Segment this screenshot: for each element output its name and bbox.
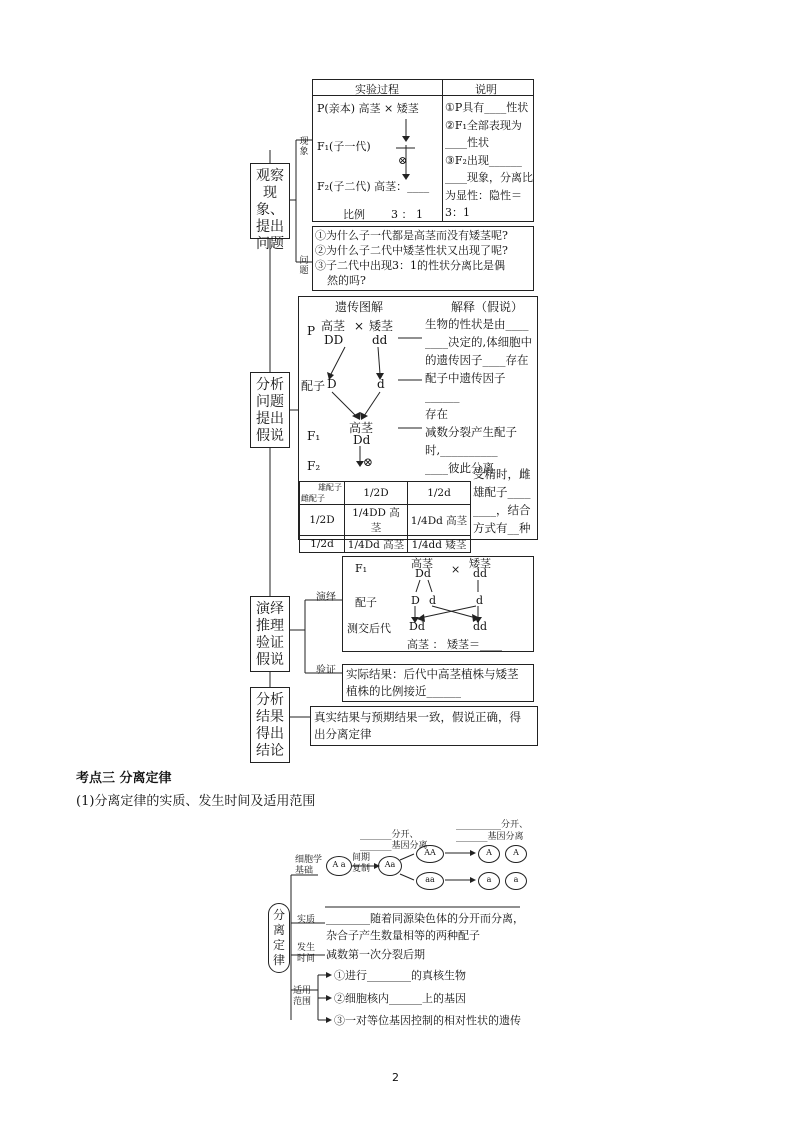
question-item: ②为什么子二代中矮茎性状又出现了呢? [315, 244, 508, 257]
center-char: 离 [272, 923, 285, 937]
step-line: 提出 [256, 219, 284, 235]
header-note: 说明 [475, 83, 497, 96]
interphase-line: 复制 [352, 864, 371, 874]
allele-a: a [340, 860, 346, 869]
note-line: ②F₁全部表现为 [445, 118, 522, 132]
branch-question-label: 问题 [299, 256, 309, 276]
testcross-box [342, 556, 534, 652]
ratio-label: 比例 [343, 208, 365, 221]
allele-a: a [486, 875, 492, 884]
ratio-value: 3 ： 1 [391, 208, 423, 221]
allele-A: A [430, 848, 436, 857]
step-line: 现象、 [256, 185, 284, 218]
daughter-cell-a2 [505, 872, 527, 890]
allele-A: A [486, 848, 492, 857]
step-analyze-hypothesis [250, 372, 290, 448]
question-item: ③子二代中出现3：1的性状分离比是偶 [315, 259, 505, 272]
step-observe-question [250, 163, 290, 252]
branch-cytology-basis [295, 855, 322, 877]
center-char: 分 [272, 908, 285, 922]
branch-line: 适用 [293, 986, 312, 996]
allele-A: A [384, 860, 391, 869]
f1-label: F₁ [307, 429, 321, 443]
experiment-header-line [313, 95, 533, 96]
scope-item-3: ③一对等位基因控制的相对性状的遗传 [334, 1014, 521, 1027]
step-line: 得出 [256, 726, 284, 742]
daughter-cell-A1 [478, 845, 500, 863]
sep-label-3: __________分开、 [456, 820, 529, 830]
explain-line: 的遗传因子____存在 [425, 353, 529, 367]
parent-genotype-dd-big: DD [324, 333, 344, 347]
tc-offspring-dd: dd [473, 620, 488, 633]
step-line: 提出 [256, 411, 284, 427]
step-line: 假说 [256, 428, 284, 444]
tc-gamete-d2: d [476, 594, 484, 607]
step-line: 结论 [256, 743, 284, 759]
section-title: 考点三 分离定律 [76, 771, 172, 786]
punnett-cell: 1/4dd 矮茎 [408, 536, 471, 553]
branch-line: 发生 [297, 943, 316, 953]
step-conclude [250, 687, 290, 763]
step-line: 分析 [256, 692, 284, 708]
explain-line: 存在 [425, 407, 448, 421]
header-diagram: 遗传图解 [335, 300, 384, 314]
branch-line: 时间 [297, 954, 316, 964]
experiment-notes [445, 99, 533, 222]
branch-line: 范围 [293, 997, 312, 1007]
f1-row: F₁(子一代) [317, 140, 371, 153]
f2-row: F₂(子二代) 高茎：____ [317, 180, 430, 193]
step-line: 观察 [256, 168, 284, 184]
allele-a: a [390, 860, 396, 869]
step-line: 问题 [256, 394, 284, 410]
scope-item-1: ①进行________的真核生物 [334, 969, 466, 982]
self-cross-symbol: ⊗ [398, 154, 408, 167]
self-cross-symbol-2: ⊗ [363, 455, 374, 469]
essence-text [326, 910, 524, 944]
branch-scope [293, 986, 311, 1008]
interphase-label [352, 853, 370, 875]
conclusion-box [310, 706, 538, 746]
fertilization-explain [473, 465, 531, 537]
punnett-row-header: 1/2d [300, 536, 345, 553]
punnett-row-header: 1/2D [300, 505, 345, 536]
branch-time [297, 943, 315, 965]
branch-essence: 实质 [297, 915, 316, 925]
conclusion-line: 真实结果与预期结果一致，假说正确，得 [314, 710, 521, 724]
cross-symbol: × [354, 319, 365, 333]
note-line: 为显性：隐性＝ [445, 188, 522, 202]
punnett-cell: 1/4Dd 高茎 [408, 505, 471, 536]
f2-label: F₂ [307, 459, 321, 473]
note-line: 3：1 [445, 206, 470, 219]
punnett-cell: 1/4Dd 高茎 [345, 536, 408, 553]
cell-before-replication [326, 856, 352, 876]
step-line: 假说 [256, 652, 284, 668]
center-char: 定 [272, 938, 285, 952]
allele-a: a [425, 875, 430, 884]
tc-short: 矮茎 [469, 557, 491, 570]
hypothesis-box [298, 296, 538, 551]
interphase-line: 间期 [352, 853, 371, 863]
punnett-col-header: 1/2D [345, 482, 408, 505]
tc-gamete-d1: d [429, 594, 437, 607]
daughter-cell-A2 [505, 845, 527, 863]
branch-deduction-label: 演绎 [316, 592, 336, 603]
allele-A: A [332, 860, 339, 869]
explain-line: 减数分裂产生配子 [425, 425, 517, 439]
allele-a: a [513, 875, 519, 884]
sep-label-1: _______分开、 [360, 830, 419, 840]
explain-line: ____决定的,体细胞中 [425, 335, 533, 349]
tc-offspring-label: 测交后代 [347, 622, 391, 635]
allele-A: A [513, 848, 519, 857]
hypothesis-explain [425, 315, 537, 477]
f1-genotype: Dd [353, 433, 371, 447]
gamete-label: 配子 [301, 379, 326, 393]
explain-line: ____，结合 [473, 503, 531, 517]
note-line: ____性状 [445, 136, 489, 149]
step-line: 结果 [256, 709, 284, 725]
time-text: 减数第一次分裂后期 [326, 948, 425, 961]
parent-short: 矮茎 [369, 319, 394, 333]
header-process: 实验过程 [355, 83, 399, 96]
f1-tall: 高茎 [349, 421, 374, 435]
essence-line: 杂合子产生数量相等的两种配子 [326, 929, 480, 942]
gamete-D: D [327, 377, 337, 391]
cell-after-replication [378, 856, 402, 876]
corner-male: 雄配子 [318, 483, 342, 492]
explain-line: 雄配子____ [473, 485, 531, 499]
tc-offspring-Dd: Dd [409, 620, 425, 633]
explain-line: 受精时，雌 [473, 467, 531, 481]
step-line: 问题 [256, 236, 284, 252]
branch-verify-label: 验证 [316, 665, 336, 676]
explain-line: 生物的性状是由____ [425, 317, 529, 331]
p-label: P [307, 324, 316, 338]
center-char: 律 [272, 953, 285, 967]
gamete-d: d [377, 377, 385, 391]
result-line: 植株的比例接近______ [346, 684, 461, 698]
punnett-corner [300, 482, 345, 505]
step-line: 分析 [256, 377, 284, 393]
explain-line: 配子中遗传因子______ [425, 371, 506, 403]
tc-gamete-D: D [411, 594, 420, 607]
tc-genotype-Dd: Dd [415, 567, 431, 580]
essence-line: ________随着同源染色体的分开而分离， [326, 912, 524, 925]
sep-label-2: _______基因分离 [360, 841, 428, 851]
branch-phenomenon-label: 现象 [299, 137, 309, 157]
punnett-square [299, 481, 471, 553]
corner-female: 雌配子 [301, 494, 325, 503]
scope-item-2: ②细胞核内______上的基因 [334, 992, 466, 1005]
note-line: ____现象，分离比 [445, 171, 533, 184]
allele-a: a [430, 875, 435, 884]
actual-result-box [342, 664, 534, 702]
law-center-node [268, 903, 290, 973]
note-line: ①P具有____性状 [445, 101, 529, 114]
tc-cross: × [451, 563, 461, 576]
section-subtitle: (1)分离定律的实质、发生时间及适用范围 [76, 794, 316, 809]
step-line: 演绎 [256, 601, 284, 617]
conclusion-line: 出分离定律 [314, 727, 372, 741]
daughter-cell-a1 [478, 872, 500, 890]
explain-line: 时,__________ [425, 443, 498, 457]
header-explain: 解释（假说） [451, 300, 524, 314]
sep-label-4: _______基因分离 [456, 832, 524, 842]
allele-A: A [424, 848, 430, 857]
experiment-box [312, 79, 534, 222]
tc-ratio: 高茎 ： 矮茎＝____ [407, 638, 502, 651]
tc-gamete-label: 配子 [355, 596, 377, 609]
tc-genotype-dd: dd [473, 567, 488, 580]
branch-line: 基础 [295, 866, 314, 876]
step-line: 推理 [256, 618, 284, 634]
page-number: 2 [392, 1071, 399, 1084]
step-line: 验证 [256, 635, 284, 651]
parent-genotype-dd-small: dd [372, 333, 388, 347]
explain-line: ____彼此分离 [425, 461, 494, 475]
tc-f1-label: F₁ [355, 562, 368, 575]
explain-line: 方式有__种 [473, 521, 531, 535]
question-item: 然的吗? [327, 274, 366, 287]
tc-tall: 高茎 [411, 557, 433, 570]
punnett-col-header: 1/2d [408, 482, 471, 505]
branch-line: 细胞学 [295, 855, 323, 865]
step-deduce-verify [250, 596, 290, 672]
cell-anaphase-lower [416, 872, 444, 890]
questions-box [312, 226, 534, 291]
experiment-divider [442, 80, 443, 221]
question-item: ①为什么子一代都是高茎而没有矮茎呢? [315, 229, 508, 242]
punnett-cell: 1/4DD 高茎 [345, 505, 408, 536]
parent-tall: 高茎 [321, 319, 346, 333]
note-line: ③F₂出现______ [445, 153, 522, 167]
parent-row: P(亲本) 高茎 × 矮茎 [317, 102, 419, 115]
result-line: 实际结果：后代中高茎植株与矮茎 [346, 667, 519, 681]
